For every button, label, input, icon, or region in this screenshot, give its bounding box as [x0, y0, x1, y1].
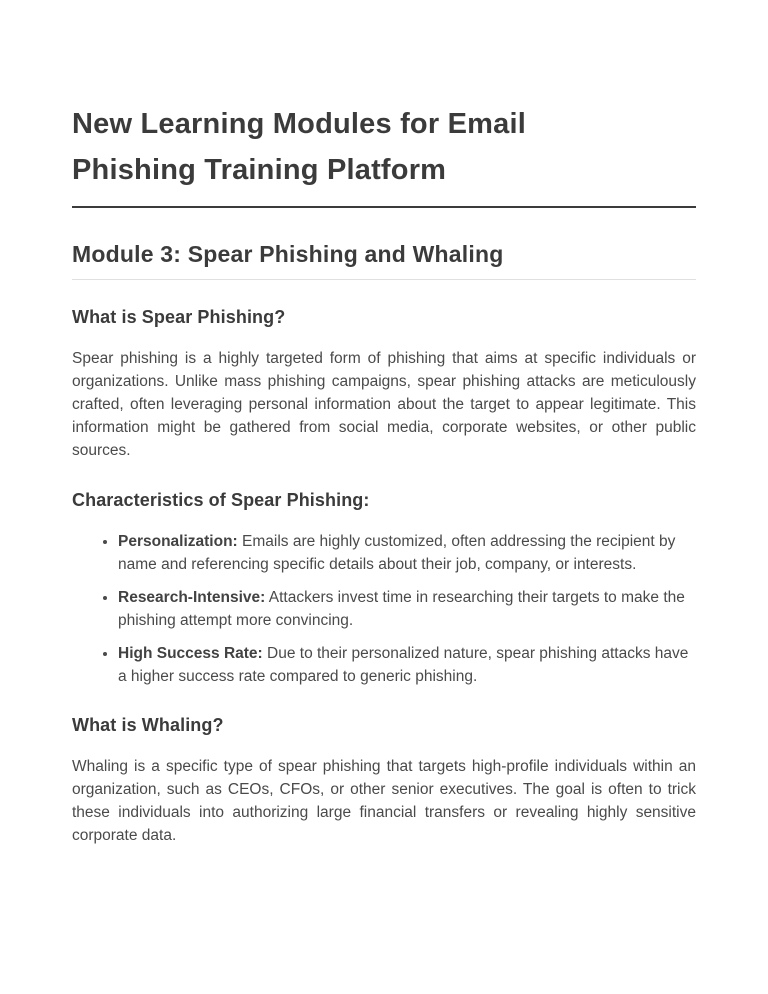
paragraph-whaling: Whaling is a specific type of spear phishing that targets high-profile individuals within an organization, such as CEOs, CFOs, or other senior executives. The goal is often to trick these individuals into authorizing large financial transfers or revealing highly sensitive corporate data.	[72, 758, 696, 844]
list-item-text: Emails are highly customized, often addressing the recipient by name and referencing specific details about their job, company, or interests.	[118, 533, 676, 573]
document-title-line-2: Phishing Training Platform	[72, 154, 447, 186]
section-heading-spear-phishing: What is Spear Phishing?	[72, 307, 286, 327]
paragraph-spear-phishing: Spear phishing is a highly targeted form of phishing that aims at specific individuals or organizations. Unlike mass phishing campaigns, spear phishing attacks are meticulously crafted, often leveraging personal information about the target to appear legitimate. This information might be gathered from social media, corporate websites, or other public sources.	[72, 350, 696, 459]
module-heading: Module 3: Spear Phishing and Whaling	[72, 239, 696, 280]
section-heading-characteristics: Characteristics of Spear Phishing:	[72, 490, 370, 510]
list-item-high-success-rate	[118, 642, 696, 688]
list-item-term: High Success Rate:	[118, 645, 263, 662]
document-title-line-1: New Learning Modules for Email	[72, 108, 526, 140]
list-item-personalization	[118, 530, 696, 576]
document-title	[72, 101, 696, 208]
characteristics-list	[72, 530, 696, 688]
list-item-text: Due to their personalized nature, spear phishing attacks have a higher success rate compared to generic phishing.	[118, 645, 689, 685]
list-item-text: Attackers invest time in researching their targets to make the phishing attempt more convincing.	[118, 589, 685, 629]
list-item-term: Personalization:	[118, 533, 238, 550]
list-item-research-intensive	[118, 586, 696, 632]
list-item-term: Research-Intensive:	[118, 589, 266, 606]
section-heading-whaling: What is Whaling?	[72, 715, 224, 735]
